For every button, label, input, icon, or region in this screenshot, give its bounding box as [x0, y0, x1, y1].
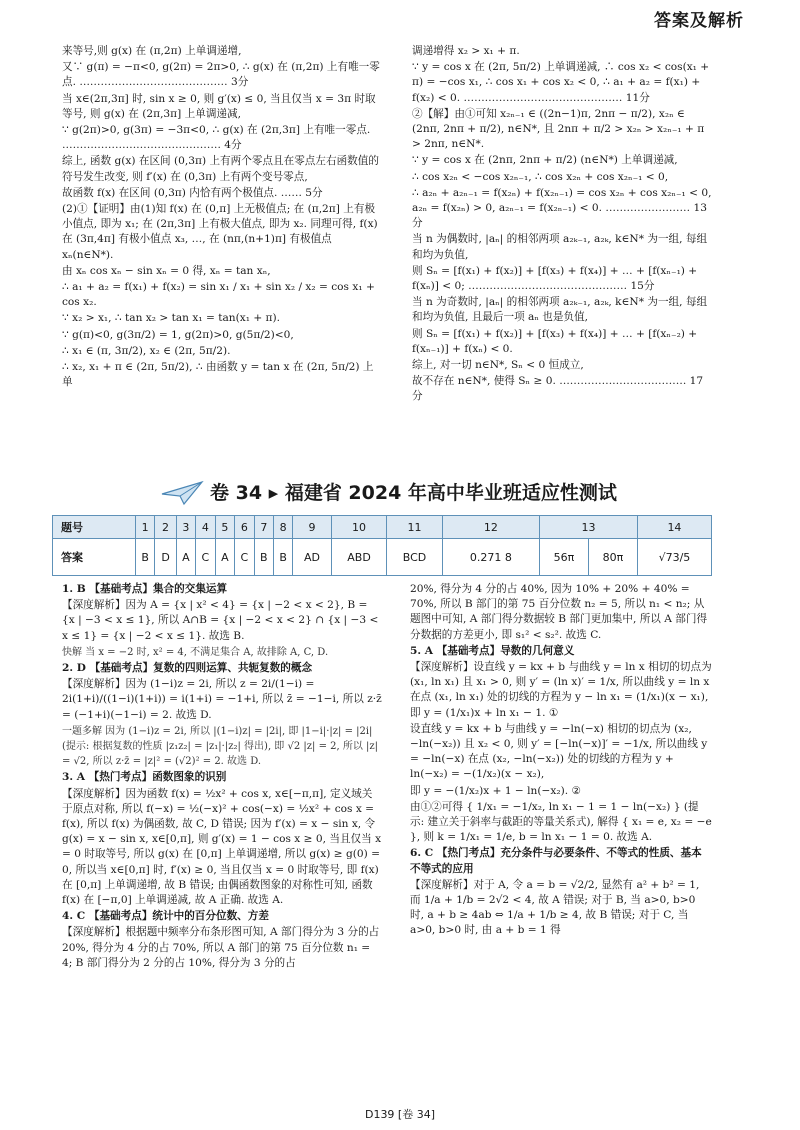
paragraph: 则 Sₙ = [f(x₁) + f(x₂)] + [f(x₃) + f(x₄)] + … + [f(xₙ₋₁) + f(xₙ)] < 0; ……………………………………… 15分 [412, 264, 698, 293]
question-number: 9 [293, 516, 331, 539]
question-heading: 2. D 【基础考点】复数的四则运算、共轭复数的概念 [62, 662, 313, 675]
paragraph: ∵ g(2π)>0, g(3π) = −3π<0, ∴ g(x) 在 (2π,3π] 上有唯一零点. ……………………………………… 4分 [62, 124, 371, 152]
table-row [53, 539, 712, 576]
paragraph: ∵ g(π)<0, g(3π/2) = 1, g(2π)>0, g(5π/2)<0, [62, 328, 294, 341]
question-heading: 3. A 【热门考点】函数图象的识别 [62, 771, 227, 784]
paragraph: 由①②可得 { 1/x₁ = −1/x₂, ln x₁ − 1 = 1 − ln(−x₂) } (提示: 建立关于斜率与截距的等量关系式), 解得 { x₁ = e, x₂ = −e }, 则 k = 1/x₁ = 1/e, b = ln x₁ − 1 = 0. 故选 A. [410, 800, 712, 844]
answer-cell: 56π [540, 539, 589, 576]
question-number: 4 [196, 516, 216, 539]
header-title: 答案及解析 [654, 11, 744, 31]
question-heading: 4. C 【基础考点】统计中的百分位数、方差 [62, 910, 269, 923]
paragraph: (2)①【证明】由(1)知 f(x) 在 (0,π] 上无极值点; 在 (π,2π] 上有极小值点, 即为 x₁; 在 (2π,3π] 上有极大值点, 即为 x₂. 同理可得, f(x) 在 (3π,4π] 有极小值点 x₃, …, 在 (nπ,(n+1)π] 有极值点 xₙ(n∈N*). [62, 203, 378, 261]
paragraph: 【深度解析】对于 A, 令 a = b = √2/2, 显然有 a² + b² = 1, 而 1/a + 1/b = 2√2 < 4, 故 A 错误; 对于 B, 当 a>0, b>0 时, a + b ≥ 4ab ⇔ 1/a + 1/b ≥ 4, 故 B 错误; 对于 C, 当 a>0, b>0 时, 由 a + b = 1 得 [410, 878, 700, 937]
question-number: 12 [442, 516, 539, 539]
paragraph: ∵ y = cos x 在 (2nπ, 2nπ + π/2) (n∈N*) 上单调递减, [412, 154, 678, 167]
paragraph: 综上, 函数 g(x) 在区间 (0,3π) 上有两个零点且在零点左右函数值的符号发生改变, 则 f′(x) 在 (0,3π) 上有两个变号零点, [62, 155, 379, 183]
question-number: 8 [273, 516, 292, 539]
question-heading: 6. C 【热门考点】充分条件与必要条件、不等式的性质、基本不等式的应用 [410, 847, 702, 875]
paragraph: 调递增得 x₂ > x₁ + π. [412, 45, 520, 57]
table-row [53, 516, 712, 539]
paragraph: 即 y = −(1/x₂)x + 1 − ln(−x₂). ② [410, 784, 581, 797]
answer-cell: C [235, 539, 255, 576]
question-heading: 5. A 【基础考点】导数的几何意义 [410, 644, 575, 657]
answer-cell: 0.271 8 [442, 539, 539, 576]
paragraph: 【深度解析】设直线 y = kx + b 与曲线 y = ln x 相切的切点为 (x₁, ln x₁) 且 x₁ > 0, 则 y′ = (ln x)′ = 1/x, 所以曲线 y = ln x 在点 (x₁, ln x₁) 处的切线的方程为 y − ln x₁ = (1/x₁)(x − x₁), 即 y = (1/x₁)x + ln x₁ − 1. ① [410, 661, 712, 719]
paragraph: 设直线 y = kx + b 与曲线 y = −ln(−x) 相切的切点为 (x₂, −ln(−x₂)) 且 x₂ < 0, 则 y′ = [−ln(−x)]′ = −1/x, 所以曲线 y = −ln(−x) 在点 (x₂, −ln(−x₂)) 处的切线的方程为 y + ln(−x₂) = −(1/x₂)(x − x₂), [410, 722, 708, 781]
paragraph: ∴ a₁ + a₂ = f(x₁) + f(x₂) = sin x₁ / x₁ + sin x₂ / x₂ = cos x₁ + cos x₂. [62, 281, 375, 309]
page-header [0, 0, 800, 40]
answer-cell: ABD [331, 539, 387, 576]
solution-column-bottom-right [410, 582, 712, 1102]
paper-plane-icon [160, 480, 204, 506]
answer-cell: D [155, 539, 176, 576]
paragraph: 【深度解析】因为 A = {x | x² < 4} = {x | −2 < x < 2}, B = {x | −3 < x ≤ 1}, 所以 A∩B = {x | −2 < x < 2} ∩ {x | −3 < x ≤ 1} = {x | −2 < x ≤ 1}. 故选 B. [62, 599, 379, 642]
row-label-answer: 答案 [53, 539, 136, 576]
solution-column-top-right [412, 44, 712, 464]
paragraph: ∵ x₂ > x₁, ∴ tan x₂ > tan x₁ = tan(x₁ + π). [62, 312, 281, 325]
question-number: 6 [235, 516, 255, 539]
question-number: 2 [155, 516, 176, 539]
paragraph: 又∵ g(π) = −π<0, g(2π) = 2π>0, ∴ g(x) 在 (π,2π) 上有唯一零点. …………………………………… 3分 [62, 61, 380, 89]
answer-cell: B [254, 539, 273, 576]
row-label-question: 题号 [53, 516, 136, 539]
paragraph: ∵ y = cos x 在 (2π, 5π/2) 上单调递减, ∴ cos x₂ < cos(x₁ + π) = −cos x₁, ∴ cos x₁ + cos x₂ < 0, ∴ a₁ + a₂ = f(x₁) + f(x₂) < 0. ……………………………………… 11分 [412, 61, 710, 104]
paragraph: 【深度解析】因为函数 f(x) = ½x² + cos x, x∈[−π,π], 定义域关于原点对称, 所以 f(−x) = ½(−x)² + cos(−x) = ½x² + cos x = f(x), 所以 f(x) 为偶函数, 故 C, D 错误; 因为 f′(x) = x − sin x, 令 g(x) = x − sin x, x∈[0,π], 则 g′(x) = 1 − cos x ≥ 0, 当且仅当 x = 0 时取等号, 所以 g(x) 在 [0,π] 上单调递增, 所以 g(x) ≥ g(0) = 0, 所以当 x∈[0,π] 时, f′(x) ≥ 0, 当且仅当 x = 0 时取等号, 即 f(x) 在 [0,π] 上单调递增, 故 B 错误; 由偶函数图象的对称性可知, 函数 f(x) 在 [−π,0] 上单调递减, 故 A 正确. 故选 A. [62, 787, 382, 907]
solution-column-bottom-left [62, 582, 382, 1102]
paragraph: 来等号,则 g(x) 在 (π,2π) 上单调递增, [62, 45, 242, 57]
paragraph: ∴ cos x₂ₙ < −cos x₂ₙ₋₁, ∴ cos x₂ₙ + cos x₂ₙ₋₁ < 0, [412, 170, 669, 183]
question-number: 1 [136, 516, 155, 539]
question-number: 14 [637, 516, 711, 539]
paragraph: 【深度解析】因为 (1−i)z = 2i, 所以 z = 2i/(1−i) = 2i(1+i)/((1−i)(1+i)) = i(1+i) = −1+i, 所以 z̄ = −1−i, 所以 z·z̄ = (−1+i)(−1−i) = 2. 故选 D. [62, 678, 382, 721]
quick-solution-note: 快解 当 x = −2 时, x² = 4, 不满足集合 A, 故排除 A, C, D. [62, 646, 329, 658]
question-number: 11 [387, 516, 442, 539]
question-number: 5 [215, 516, 234, 539]
paragraph: ∴ x₁ ∈ (π, 3π/2), x₂ ∈ (2π, 5π/2). [62, 344, 231, 357]
answer-cell: AD [293, 539, 331, 576]
page-footer: D139 [卷 34] [364, 1108, 436, 1121]
paragraph: 故函数 f(x) 在区间 (0,3π) 内恰有两个极值点. …… 5分 [62, 186, 323, 199]
paragraph: 【深度解析】根据题中频率分布条形图可知, A 部门得分为 3 分的占 20%, 得分为 4 分的占 70%, 所以 A 部门的第 75 百分位数 n₁ = 4; B 部门得分为 2 分的占 10%, 得分为 3 分的占 [62, 926, 380, 969]
paragraph: 故不存在 n∈N*, 使得 Sₙ ≥ 0. ……………………………… 17分 [412, 375, 704, 403]
answer-cell: C [196, 539, 216, 576]
answer-cell: B [136, 539, 155, 576]
solution-column-top-left [62, 44, 384, 464]
paragraph: ∴ x₂, x₁ + π ∈ (2π, 5π/2), ∴ 由函数 y = tan x 在 (2π, 5π/2) 上单 [62, 361, 374, 389]
paragraph: 当 x∈(2π,3π] 时, sin x ≥ 0, 则 g′(x) ≤ 0, 当且仅当 x = 3π 时取等号, 则 g(x) 在 (2π,3π] 上单调递减, [62, 92, 376, 120]
paragraph: ∴ a₂ₙ + a₂ₙ₋₁ = f(x₂ₙ) + f(x₂ₙ₋₁) = cos x₂ₙ + cos x₂ₙ₋₁ < 0, a₂ₙ = f(x₂ₙ) > 0, a₂ₙ₋₁ = f(x₂ₙ₋₁) < 0. …………………… 13分 [412, 186, 712, 230]
exam-title: 卷 34 ▸ 福建省 2024 年高中毕业班适应性测试 [210, 482, 617, 504]
paragraph: 由 xₙ cos xₙ − sin xₙ = 0 得, xₙ = tan xₙ, [62, 264, 271, 277]
question-number: 3 [176, 516, 195, 539]
question-heading: 1. B 【基础考点】集合的交集运算 [62, 583, 228, 595]
answer-cell: √73/5 [637, 539, 711, 576]
answer-key-table [52, 515, 712, 576]
question-number: 7 [254, 516, 273, 539]
answer-cell: 80π [588, 539, 637, 576]
question-number: 10 [331, 516, 387, 539]
answer-cell: B [273, 539, 292, 576]
answer-cell: BCD [387, 539, 442, 576]
answer-cell: A [215, 539, 234, 576]
paragraph: 20%, 得分为 4 分的占 40%, 因为 10% + 20% + 40% = 70%, 所以 B 部门的第 75 百分位数 n₂ = 5, 所以 n₁ < n₂; 从题图中可知, A 部门得分数据较 B 部门更加集中, 所以 A 部门得分数据的方差更小, 即 s₁² < s₂². 故选 C. [410, 583, 708, 641]
paragraph: 当 n 为奇数时, |aₙ| 的相邻两项 a₂ₖ₋₁, a₂ₖ, k∈N* 为一组, 每组和均为负值, 且最后一项 aₙ 也是负值, [412, 296, 708, 324]
question-number: 13 [540, 516, 638, 539]
paragraph: 综上, 对一切 n∈N*, Sₙ < 0 恒成立, [412, 359, 584, 372]
paragraph: 当 n 为偶数时, |aₙ| 的相邻两项 a₂ₖ₋₁, a₂ₖ, k∈N* 为一组, 每组和均为负值, [412, 233, 708, 261]
alternate-solution-note: 一题多解 因为 (1−i)z = 2i, 所以 |(1−i)z| = |2i|, 即 |1−i|·|z| = |2i| (提示: 根据复数的性质 |z₁z₂| = |z₁|·|z₂| 得出), 即 √2 |z| = 2, 所以 |z| = √2, 所以 z·z̄ = |z|² = (√2)² = 2. 故选 D. [62, 725, 379, 768]
exam-title-banner [120, 478, 700, 508]
paragraph: 则 Sₙ = [f(x₁) + f(x₂)] + [f(x₃) + f(x₄)] + … + [f(xₙ₋₂) + f(xₙ₋₁)] + f(xₙ) < 0. [412, 327, 698, 355]
paragraph: ②【解】由①可知 x₂ₙ₋₁ ∈ ((2n−1)π, 2nπ − π/2), x₂ₙ ∈ (2nπ, 2nπ + π/2), n∈N*, 且 2nπ + π/2 > x₂ₙ > x₂ₙ₋₁ + π > 2nπ, n∈N*. [412, 107, 705, 151]
answer-cell: A [176, 539, 195, 576]
